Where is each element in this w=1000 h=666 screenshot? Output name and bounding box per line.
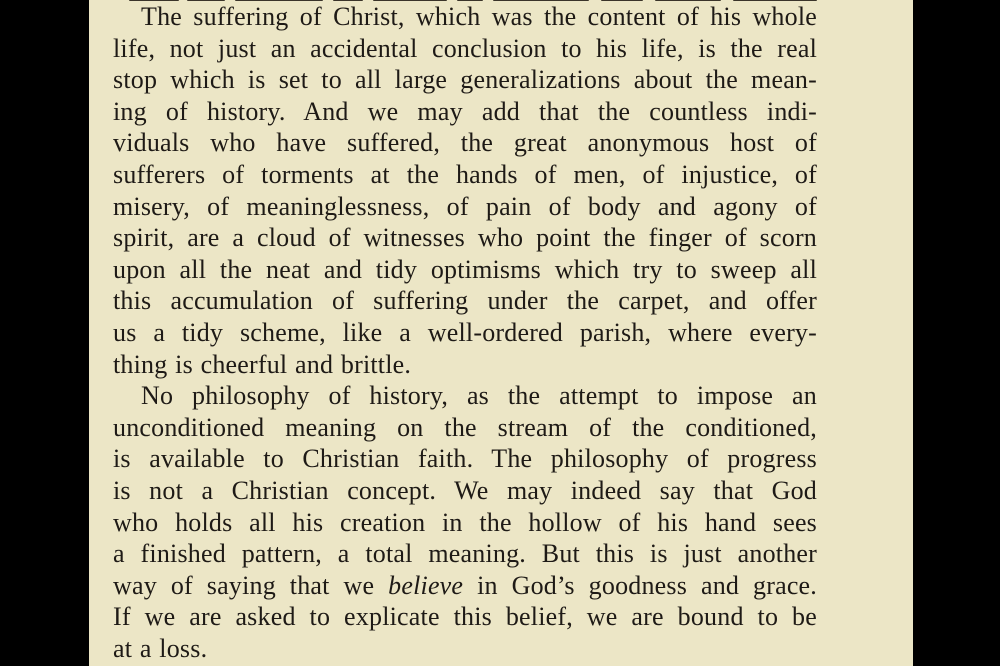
text-line: The suffering of Christ, which was the content of his whole (141, 2, 817, 31)
text-line: sufferers of torments at the hands of men, of injustice, of (113, 159, 817, 189)
text-fragment: way of saying that we (113, 570, 389, 600)
text-line: this accumulation of suffering under the carpet, and offer (113, 286, 817, 316)
text-fragment: in God’s goodness and grace. (463, 570, 817, 600)
text-line: who holds all his creation in the hollow of his hand sees (113, 507, 817, 537)
text-line: No philosophy of history, as the attempt to impose an (141, 381, 817, 411)
text-line: stop which is set to all large generalizations about the mean- (113, 65, 817, 95)
text-line: life, not just an accidental conclusion to his life, is the real (113, 33, 817, 63)
text-line: misery, of meaninglessness, of pain of body and agony of (113, 191, 817, 221)
text-line: spirit, are a cloud of witnesses who point the finger of scorn (113, 223, 817, 253)
italic-word: believe (388, 570, 464, 600)
text-line: a finished pattern, a total meaning. But this is just another (113, 539, 817, 569)
text-line: us a tidy scheme, like a well-ordered parish, where every- (113, 317, 817, 347)
text-line: is not a Christian concept. We may indeed say that God (113, 475, 817, 505)
text-line: upon all the neat and tidy optimisms which try to sweep all (113, 254, 817, 284)
book-page (89, 0, 913, 666)
paragraph-2 (113, 380, 817, 664)
body-text (113, 1, 817, 664)
text-line: at a loss. (113, 633, 208, 663)
text-line: is available to Christian faith. The philosophy of progress (113, 444, 817, 474)
text-line-with-italic (113, 570, 817, 602)
text-line: thing is cheerful and brittle. (113, 349, 412, 379)
text-line: viduals who have suffered, the great anonymous host of (113, 128, 817, 158)
text-line: ing of history. And we may add that the countless indi- (113, 96, 817, 126)
text-line: If we are asked to explicate this belief, we are bound to be (113, 602, 817, 632)
text-line: unconditioned meaning on the stream of the conditioned, (113, 412, 817, 442)
paragraph-1 (113, 1, 817, 380)
